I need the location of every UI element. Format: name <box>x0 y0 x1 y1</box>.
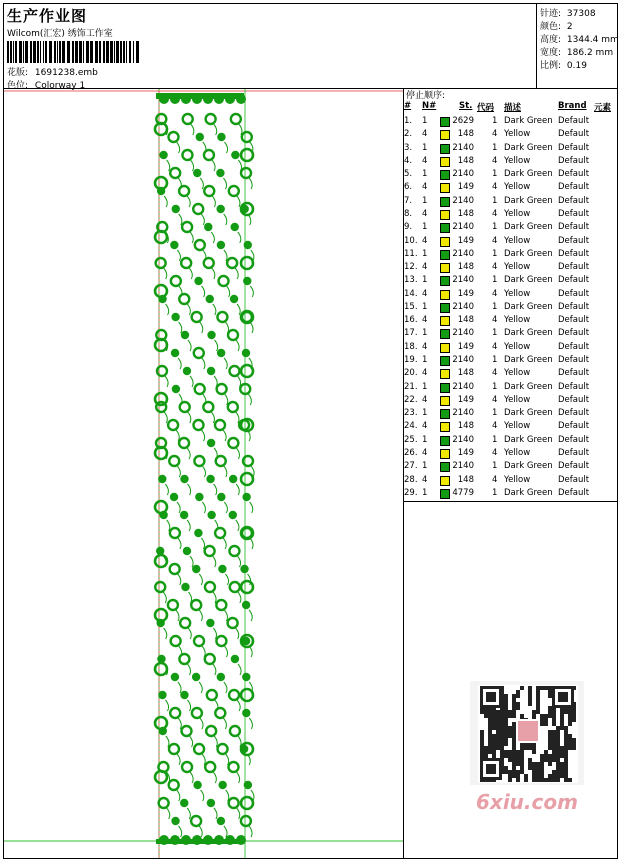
row-needle: 4 <box>422 182 428 193</box>
table-row <box>404 461 618 474</box>
row-brand: Default <box>558 182 590 193</box>
row-description: Dark Green <box>504 328 553 339</box>
row-stitches: 148 <box>457 129 474 140</box>
color-swatch <box>440 276 450 286</box>
row-index: 17. <box>404 328 418 339</box>
row-index: 3. <box>404 142 413 153</box>
row-needle: 4 <box>422 315 428 326</box>
row-stitches: 2140 <box>452 275 474 286</box>
row-needle: 1 <box>422 169 428 180</box>
color-swatch <box>440 462 450 472</box>
row-index: 22. <box>404 394 418 405</box>
header-element: 元素 <box>594 103 612 113</box>
color-swatch <box>440 369 450 379</box>
row-description: Yellow <box>504 474 531 485</box>
row-needle: 1 <box>422 301 428 312</box>
row-stitches: 149 <box>457 182 474 193</box>
row-stitches: 2140 <box>452 328 474 339</box>
row-needle: 4 <box>422 155 428 166</box>
row-index: 16. <box>404 315 418 326</box>
row-code: 1 <box>492 169 498 180</box>
height-row <box>540 32 619 45</box>
row-index: 8. <box>404 208 413 219</box>
table-row <box>404 315 618 328</box>
row-needle: 4 <box>422 421 428 432</box>
row-index: 12. <box>404 262 418 273</box>
color-swatch <box>440 422 450 432</box>
color-swatch <box>440 223 450 233</box>
row-index: 29. <box>404 487 418 498</box>
row-needle: 1 <box>422 248 428 259</box>
watermark-text: 6xiu.com <box>476 790 578 814</box>
stitch-count-row <box>540 6 596 19</box>
row-needle: 1 <box>422 142 428 153</box>
color-swatch <box>440 489 450 499</box>
color-swatch <box>440 290 450 300</box>
table-row <box>404 488 618 501</box>
row-description: Dark Green <box>504 248 553 259</box>
row-description: Yellow <box>504 155 531 166</box>
row-stitches: 2140 <box>452 142 474 153</box>
row-brand: Default <box>558 341 590 352</box>
row-code: 1 <box>492 461 498 472</box>
row-code: 4 <box>492 315 498 326</box>
row-description: Yellow <box>504 421 531 432</box>
row-stitches: 2140 <box>452 195 474 206</box>
row-stitches: 2140 <box>452 381 474 392</box>
table-row <box>404 395 618 408</box>
row-description: Yellow <box>504 235 531 246</box>
row-code: 1 <box>492 248 498 259</box>
row-brand: Default <box>558 434 590 445</box>
studio-subtitle: Wilcom(汇宏) 绣饰工作室 <box>7 29 113 39</box>
color-swatch <box>440 303 450 313</box>
row-needle: 4 <box>422 288 428 299</box>
row-code: 1 <box>492 355 498 366</box>
color-swatch <box>440 250 450 260</box>
row-stitches: 148 <box>457 421 474 432</box>
row-stitches: 2140 <box>452 222 474 233</box>
row-brand: Default <box>558 248 590 259</box>
row-code: 1 <box>492 222 498 233</box>
row-index: 28. <box>404 474 418 485</box>
stop-sequence-title: 停止顺序: <box>406 91 446 101</box>
table-row <box>404 355 618 368</box>
color-swatch <box>440 130 450 140</box>
row-brand: Default <box>558 275 590 286</box>
row-needle: 1 <box>422 461 428 472</box>
row-description: Yellow <box>504 394 531 405</box>
row-brand: Default <box>558 142 590 153</box>
stop-sequence-table <box>404 89 618 501</box>
design-file-label: 花版: <box>7 68 29 78</box>
table-row <box>404 222 618 235</box>
row-description: Yellow <box>504 315 531 326</box>
row-brand: Default <box>558 195 590 206</box>
row-code: 1 <box>492 487 498 498</box>
header-brand: Brand <box>558 101 587 111</box>
row-brand: Default <box>558 448 590 458</box>
color-swatch <box>440 329 450 339</box>
row-brand: Default <box>558 116 590 126</box>
color-swatch <box>440 343 450 353</box>
row-code: 4 <box>492 448 498 458</box>
row-brand: Default <box>558 129 590 140</box>
color-swatch <box>440 356 450 366</box>
row-brand: Default <box>558 487 590 498</box>
row-code: 4 <box>492 155 498 166</box>
table-row <box>404 156 618 169</box>
table-row <box>404 302 618 315</box>
row-description: Yellow <box>504 208 531 219</box>
row-stitches: 148 <box>457 208 474 219</box>
stitch-count-value: 37308 <box>566 9 596 19</box>
row-code: 4 <box>492 262 498 273</box>
table-row <box>404 448 618 461</box>
row-brand: Default <box>558 408 590 419</box>
stitch-count-label: 针迹: <box>540 9 562 19</box>
row-brand: Default <box>558 461 590 472</box>
color-swatch <box>440 263 450 273</box>
row-description: Dark Green <box>504 301 553 312</box>
row-stitches: 2140 <box>452 434 474 445</box>
row-index: 11. <box>404 248 418 259</box>
height-label: 高度: <box>540 35 562 45</box>
color-swatch <box>440 383 450 393</box>
row-needle: 1 <box>422 328 428 339</box>
row-description: Yellow <box>504 288 531 299</box>
row-needle: 4 <box>422 448 428 458</box>
row-stitches: 148 <box>457 315 474 326</box>
row-brand: Default <box>558 421 590 432</box>
row-stitches: 2140 <box>452 169 474 180</box>
table-row <box>404 382 618 395</box>
row-index: 21. <box>404 381 418 392</box>
row-needle: 1 <box>422 275 428 286</box>
row-stitches: 148 <box>457 155 474 166</box>
barcode-graphic <box>7 41 143 63</box>
row-brand: Default <box>558 235 590 246</box>
width-label: 宽度: <box>540 48 562 58</box>
table-bottom-divider <box>404 501 618 502</box>
qr-code-graphic <box>470 681 584 785</box>
row-code: 4 <box>492 182 498 193</box>
color-count-row <box>540 19 573 32</box>
row-stitches: 148 <box>457 368 474 379</box>
row-index: 27. <box>404 461 418 472</box>
row-description: Yellow <box>504 182 531 193</box>
row-description: Dark Green <box>504 169 553 180</box>
row-code: 1 <box>492 301 498 312</box>
row-index: 5. <box>404 169 413 180</box>
table-row <box>404 249 618 262</box>
row-needle: 4 <box>422 341 428 352</box>
row-brand: Default <box>558 368 590 379</box>
color-swatch <box>440 157 450 167</box>
row-stitches: 149 <box>457 288 474 299</box>
height-value: 1344.4 mm <box>566 35 619 45</box>
table-row <box>404 289 618 302</box>
color-count-label: 颜色: <box>540 22 562 32</box>
design-file-row <box>7 65 98 78</box>
row-index: 2. <box>404 129 413 140</box>
row-needle: 4 <box>422 129 428 140</box>
row-stitches: 149 <box>457 394 474 405</box>
table-row <box>404 236 618 249</box>
row-brand: Default <box>558 315 590 326</box>
row-description: Yellow <box>504 368 531 379</box>
table-row <box>404 408 618 421</box>
row-index: 4. <box>404 155 413 166</box>
row-code: 4 <box>492 341 498 352</box>
row-stitches: 2140 <box>452 461 474 472</box>
row-needle: 1 <box>422 381 428 392</box>
row-brand: Default <box>558 222 590 233</box>
table-row <box>404 169 618 182</box>
row-brand: Default <box>558 381 590 392</box>
color-swatch <box>440 449 450 459</box>
color-swatch <box>440 197 450 207</box>
row-needle: 1 <box>422 434 428 445</box>
color-swatch <box>440 117 450 127</box>
row-index: 24. <box>404 421 418 432</box>
row-code: 4 <box>492 368 498 379</box>
table-row <box>404 368 618 381</box>
embroidery-preview <box>4 89 403 858</box>
row-code: 4 <box>492 129 498 140</box>
row-index: 1. <box>404 116 413 126</box>
row-index: 18. <box>404 341 418 352</box>
row-needle: 1 <box>422 408 428 419</box>
table-row <box>404 342 618 355</box>
table-row <box>404 182 618 195</box>
row-needle: 4 <box>422 208 428 219</box>
row-stitches: 2629 <box>452 116 474 126</box>
row-index: 10. <box>404 235 418 246</box>
row-needle: 4 <box>422 368 428 379</box>
row-code: 1 <box>492 328 498 339</box>
scale-row <box>540 58 587 71</box>
row-description: Dark Green <box>504 461 553 472</box>
row-description: Dark Green <box>504 195 553 206</box>
color-swatch <box>440 409 450 419</box>
scale-label: 比例: <box>540 61 562 71</box>
page-title: 生产作业图 <box>7 7 88 25</box>
color-swatch <box>440 170 450 180</box>
color-swatch <box>440 476 450 486</box>
row-brand: Default <box>558 169 590 180</box>
row-brand: Default <box>558 301 590 312</box>
row-stitches: 149 <box>457 448 474 458</box>
row-code: 4 <box>492 474 498 485</box>
row-code: 1 <box>492 408 498 419</box>
header-description: 描述 <box>504 103 522 113</box>
table-row <box>404 116 618 129</box>
row-stitches: 149 <box>457 341 474 352</box>
table-row <box>404 262 618 275</box>
row-index: 7. <box>404 195 413 206</box>
width-row <box>540 45 613 58</box>
row-needle: 4 <box>422 262 428 273</box>
header-code: 代码 <box>477 103 495 113</box>
table-row <box>404 421 618 434</box>
row-description: Dark Green <box>504 142 553 153</box>
table-row <box>404 475 618 488</box>
table-row <box>404 328 618 341</box>
table-row <box>404 196 618 209</box>
header-needle: N# <box>422 101 437 111</box>
row-description: Dark Green <box>504 487 553 498</box>
row-needle: 4 <box>422 474 428 485</box>
row-index: 9. <box>404 222 413 233</box>
header-panel <box>4 4 536 91</box>
color-swatch <box>440 237 450 247</box>
row-description: Dark Green <box>504 434 553 445</box>
embroidery-pattern <box>4 89 403 858</box>
row-stitches: 2140 <box>452 301 474 312</box>
color-swatch <box>440 316 450 326</box>
row-description: Dark Green <box>504 275 553 286</box>
row-index: 20. <box>404 368 418 379</box>
scale-value: 0.19 <box>566 61 587 71</box>
row-brand: Default <box>558 262 590 273</box>
row-needle: 1 <box>422 355 428 366</box>
colorway-value: Colorway 1 <box>34 81 86 91</box>
row-stitches: 2140 <box>452 355 474 366</box>
row-stitches: 149 <box>457 235 474 246</box>
color-swatch <box>440 436 450 446</box>
color-swatch <box>440 210 450 220</box>
row-description: Dark Green <box>504 116 553 126</box>
row-description: Yellow <box>504 448 531 458</box>
row-code: 1 <box>492 381 498 392</box>
row-code: 4 <box>492 288 498 299</box>
width-value: 186.2 mm <box>566 48 614 58</box>
row-needle: 1 <box>422 116 428 126</box>
row-code: 4 <box>492 421 498 432</box>
row-stitches: 148 <box>457 474 474 485</box>
row-description: Dark Green <box>504 408 553 419</box>
row-index: 15. <box>404 301 418 312</box>
row-index: 19. <box>404 355 418 366</box>
row-description: Yellow <box>504 262 531 273</box>
row-brand: Default <box>558 355 590 366</box>
row-needle: 4 <box>422 394 428 405</box>
row-stitches: 2140 <box>452 408 474 419</box>
row-code: 1 <box>492 116 498 126</box>
row-stitches: 2140 <box>452 248 474 259</box>
table-row <box>404 129 618 142</box>
row-brand: Default <box>558 155 590 166</box>
row-stitches: 148 <box>457 262 474 273</box>
color-swatch <box>440 144 450 154</box>
row-brand: Default <box>558 474 590 485</box>
row-index: 25. <box>404 434 418 445</box>
row-description: Dark Green <box>504 355 553 366</box>
row-code: 4 <box>492 208 498 219</box>
row-index: 23. <box>404 408 418 419</box>
row-needle: 4 <box>422 235 428 246</box>
table-row <box>404 435 618 448</box>
table-row <box>404 209 618 222</box>
row-code: 1 <box>492 142 498 153</box>
color-swatch <box>440 396 450 406</box>
header-index: # <box>404 101 412 111</box>
row-stitches: 4779 <box>452 487 474 498</box>
design-file-value: 1691238.emb <box>34 68 98 78</box>
color-swatch <box>440 183 450 193</box>
row-code: 1 <box>492 195 498 206</box>
row-description: Yellow <box>504 129 531 140</box>
row-needle: 1 <box>422 195 428 206</box>
row-needle: 1 <box>422 222 428 233</box>
row-brand: Default <box>558 208 590 219</box>
row-brand: Default <box>558 288 590 299</box>
row-code: 1 <box>492 434 498 445</box>
row-index: 14. <box>404 288 418 299</box>
row-brand: Default <box>558 394 590 405</box>
stats-panel <box>536 4 619 88</box>
row-index: 6. <box>404 182 413 193</box>
colorway-label: 色位: <box>7 81 29 91</box>
row-index: 13. <box>404 275 418 286</box>
row-code: 1 <box>492 275 498 286</box>
header-stitches: St. <box>459 101 473 111</box>
row-code: 4 <box>492 235 498 246</box>
row-index: 26. <box>404 448 418 458</box>
table-row <box>404 143 618 156</box>
row-description: Yellow <box>504 341 531 352</box>
row-code: 4 <box>492 394 498 405</box>
row-description: Dark Green <box>504 381 553 392</box>
table-row <box>404 275 618 288</box>
row-brand: Default <box>558 328 590 339</box>
row-needle: 1 <box>422 487 428 498</box>
color-count-value: 2 <box>566 22 573 32</box>
row-description: Dark Green <box>504 222 553 233</box>
